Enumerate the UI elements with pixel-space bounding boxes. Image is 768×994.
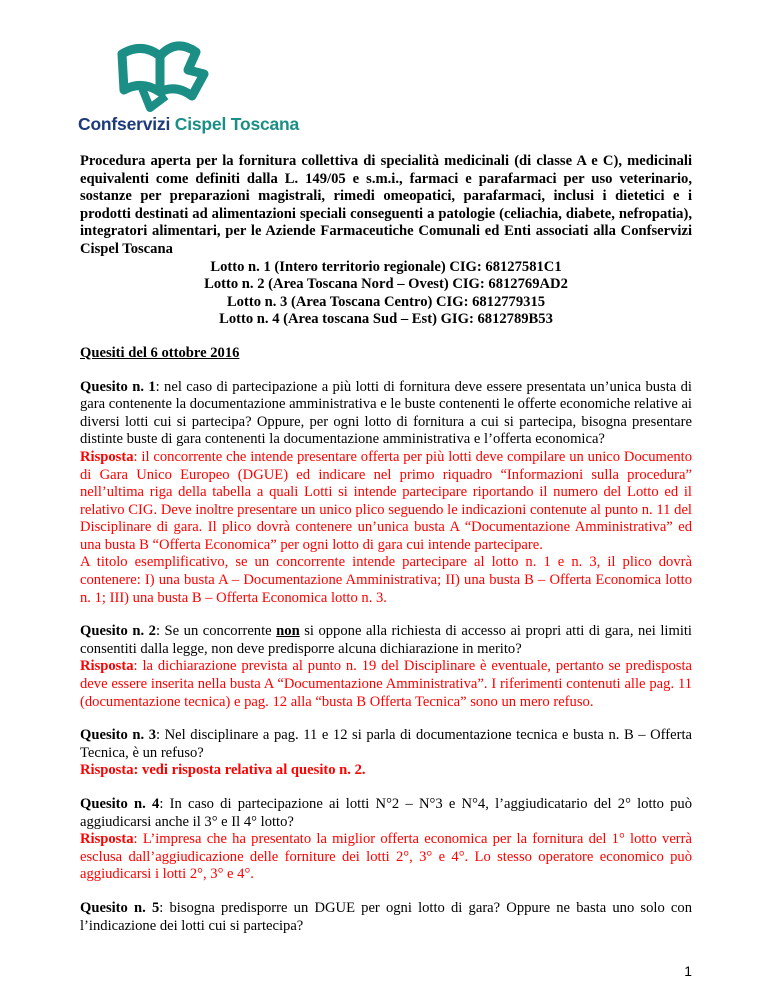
cispel-logo-icon	[116, 36, 216, 116]
logo-wordmark	[78, 114, 299, 135]
question-text: : nel caso di partecipazione a più lotti di fornitura deve essere presentata un’unica busta di gara contenente la documentazione amministrativa e le buste contenenti le offerte economiche relative ai diversi lotti cui si partecipa? Oppure, per ogni lotto di fornitura a cui si partecipa, bisogna presentare distinte buste di gara contenenti la documentazione amministrativa e l’offerta economica?	[80, 378, 692, 448]
answer-text: : il concorrente che intende presentare offerta per più lotti deve compilare un unico Documento di Gara Unico Europeo (DGUE) ed indicare nel primo riquadro “Informazioni sulla procedura” nell’ultima riga della tabella a quali Lotti si intende partecipare riportando il numero del Lotto ed il relativo CIG. Deve inoltre presentare un unico plico seguendo le indicazioni contenute al punto n. 11 del Disciplinare di gara. Il plico dovrà contenere un’unica busta A “Documentazione Amministrativa” ed una busta B “Offerta Economica” per ogni lotto di gara cui intende partecipare.	[80, 448, 692, 553]
answer-1-example: A titolo esemplificativo, se un concorrente intende partecipare al lotto n. 1 e n. 3, il plico dovrà contenere: I) una busta A – Documentazione Amministrativa; II) una busta B – Offerta Economica lotto n. 1; III) una busta B – Offerta Economica lotto n. 3.	[80, 554, 692, 606]
question-text: : Nel disciplinare a pag. 11 e 12 si parla di documentazione tecnica e busta n. B – Offerta Tecnica, è un refuso?	[80, 727, 692, 761]
question-2	[80, 623, 692, 658]
logo-text-confservizi: Confservizi	[78, 114, 171, 134]
procedure-title: Procedura aperta per la fornitura collettiva di specialità medicinali (di classe A e C), medicinali equivalenti come definiti dalla L. 149/05 e s.m.i., farmaci e parafarmaci per uso veterinario, sostanze per preparazioni magistrali, rimedi omeopatici, parafarmaci, inclusi i dietetici e i prodotti destinati ad alimentazioni speciali conseguenti a patologie (celiachia, diabete, nefropatia), integratori alimentari, per le Aziende Farmaceutiche Comunali ed Enti associati alla Confservizi Cispel Toscana	[80, 153, 692, 257]
lotto-3: Lotto n. 3 (Area Toscana Centro) CIG: 6812779315	[226, 293, 546, 310]
page-number: 1	[684, 963, 692, 979]
quesito-1	[80, 379, 692, 608]
question-4	[80, 796, 692, 831]
answer-text: : la dichiarazione prevista al punto n. 19 del Disciplinare è eventuale, pertanto se predisposta deve essere inserita nella busta A “Documentazione Amministrativa”. I riferimenti contenuti alle pag. 11 (documentazione tecnica) e pag. 12 alla “busta B Offerta Tecnica” sono un mero refuso.	[80, 658, 692, 710]
question-text-after: si oppone alla richiesta di accesso ai propri atti di gara, nei limiti consentiti dalla legge, non deve predisporre alcuna dichiarazione in merito?	[80, 623, 692, 657]
question-5	[80, 900, 692, 935]
answer-label: Risposta	[80, 831, 134, 848]
answer-3: Risposta: vedi risposta relativa al quesito n. 2.	[80, 762, 366, 779]
lotti-list	[80, 259, 692, 329]
question-text-before: : Se un concorrente	[155, 623, 277, 640]
question-label: Quesito n. 1	[80, 378, 156, 395]
answer-label: Risposta	[80, 658, 134, 675]
answer-4	[80, 831, 692, 884]
logo	[78, 36, 298, 142]
question-text: : In caso di partecipazione ai lotti N°2 – N°3 e N°4, l’aggiudicatario del 2° lotto può aggiudicarsi anche il 3° e Il 4° lotto?	[80, 796, 692, 830]
logo-text-cispel: Cispel Toscana	[170, 114, 300, 134]
quesito-3	[80, 727, 692, 780]
answer-2	[80, 658, 692, 711]
question-text: : bisogna predisporre un DGUE per ogni lotto di gara? Oppure ne basta uno solo con l’indicazione dei lotti cui si partecipa?	[80, 899, 692, 934]
answer-1	[80, 449, 692, 555]
document-body	[80, 153, 692, 935]
question-label: Quesito n. 4	[80, 796, 160, 812]
question-emphasis: non	[276, 623, 300, 640]
lotto-1: Lotto n. 1 (Intero territorio regionale) CIG: 68127581C1	[210, 258, 562, 275]
date-heading: Quesiti del 6 ottobre 2016	[80, 344, 240, 361]
question-label: Quesito n. 5	[80, 899, 160, 916]
question-label: Quesito n. 2	[80, 623, 156, 640]
answer-label: Risposta	[80, 448, 134, 465]
quesito-4	[80, 796, 692, 884]
lotto-4: Lotto n. 4 (Area toscana Sud – Est) GIG: 6812789B53	[219, 311, 553, 328]
question-label: Quesito n. 3	[80, 727, 157, 744]
quesito-5	[80, 900, 692, 935]
question-3	[80, 727, 692, 762]
quesito-2	[80, 623, 692, 711]
answer-text: : L’impresa che ha presentato la miglior offerta economica per la fornitura del 1° lotto verrà esclusa dall’aggiudicazione delle forniture dei lotti 2°, 3° e 4°. Lo stesso operatore economico può aggiudicarsi i lotti 2°, 3° e 4°.	[80, 831, 692, 883]
question-1	[80, 379, 692, 449]
lotto-2: Lotto n. 2 (Area Toscana Nord – Ovest) CIG: 6812769AD2	[204, 276, 568, 293]
